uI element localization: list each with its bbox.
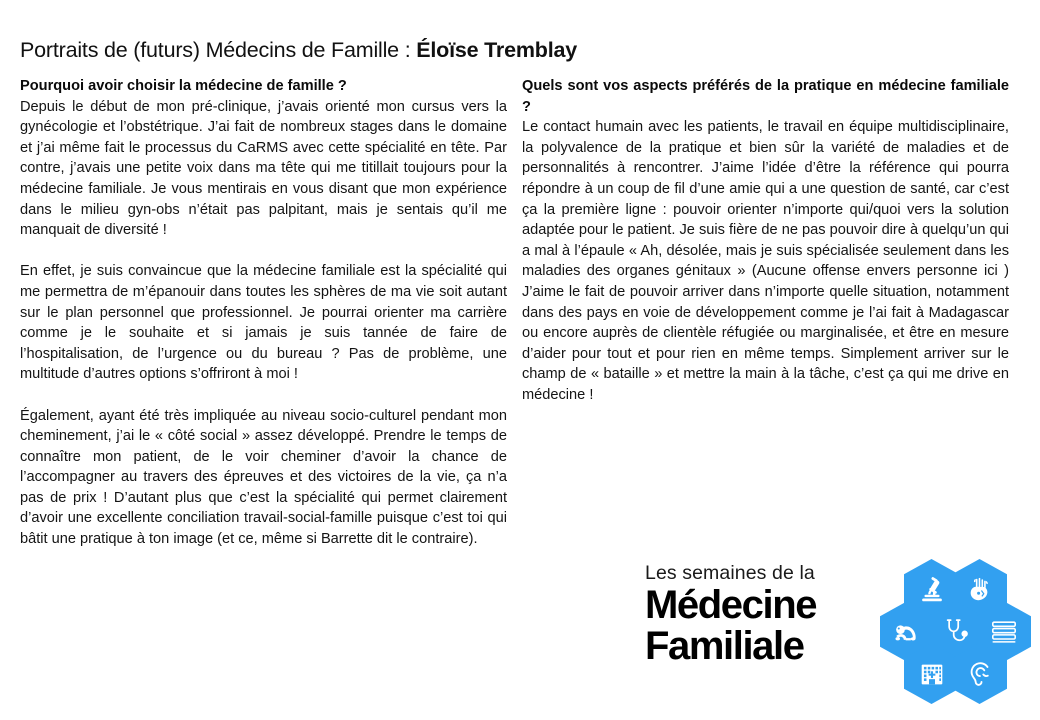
page-title: [20, 36, 577, 64]
logo-line-3: Familiale: [645, 624, 804, 668]
left-column-question-heading: Pourquoi avoir choisir la médecine de famille ?: [20, 78, 347, 94]
page-title-lead: Portraits de (futurs) Médecins de Famille :: [20, 38, 417, 63]
right-column-paragraph-1: Le contact humain avec les patients, le travail en équipe multidisciplinaire, la polyvalence de la pratique et bien sûr la variété de maladies et de personnalités à rencontrer. J’aime l’idée d’être la référence qui pourra répondre à un coup de fil d’une amie qui a une question de santé, car c’est ça la première ligne : pouvoir orienter n’importe qui/quoi vers la solution adaptée pour le patient. Je suis fière de ne pas pouvoir dire à quelqu’un qui a mal à l’épaule « Ah, désolée, mais je suis spécialisée seulement dans les maladies des organes génitaux » (Aucune offense envers personne ici ) J’aime le fait de pouvoir arriver dans n’importe quelle situation, notamment dans des pays en voie de développement comme je l’ai fait à Madagascar ou encore auprès de clientèle réfugiée ou marginalisée, et être en mesure d’aider pour tout et pour rien en même temps. Simplement arriver sur le champ de « bataille » et mettre la main à la tâche, c’est ça qui me drive en médecine !: [522, 119, 1009, 403]
left-column: [20, 76, 507, 550]
two-column-body: [20, 76, 1020, 550]
right-column-question-heading: Quels sont vos aspects préférés de la pratique en médecine familiale ?: [522, 78, 1009, 115]
logo-hexagon-cluster: [874, 558, 1020, 703]
logo-line-2: Médecine: [645, 583, 817, 627]
left-column-paragraph-1: Depuis le début de mon pré-clinique, j’avais orienté mon cursus vers la gynécologie et l’obstétrique. J’ai fait de nombreux stages dans le domaine et j’ai même fait le processus du CaRMS avec cette spécialité en tête. Par contre, j’avais une petite voix dans ma tête qui me titillait toujours pour la médecine familiale. Je vous mentirais en vous disant que mon expérience dans le milieu gyn-obs n’était pas palpitant, mais je sentais qu’il me manquait de diversité !: [20, 98, 507, 239]
page-title-person-name: Éloïse Tremblay: [416, 38, 577, 63]
logo: [645, 558, 1020, 708]
logo-wordmark: [645, 562, 885, 667]
left-column-paragraph-2: En effet, je suis convaincue que la médecine familiale est la spécialité qui me permettra de m’épanouir dans toutes les sphères de ma vie soit autant sur le plan personnel que professionnel. Je pourrai orienter ma carrière comme je le souhaite et si jamais je suis tannée de faire de l’hospitalisation, de l’urgence ou du bureau ? Pas de problème, une multitude d’autres options s’offriront à moi !: [20, 263, 507, 383]
right-column: [522, 76, 1009, 550]
logo-line-1: Les semaines de la: [645, 562, 815, 584]
left-column-paragraph-3: Également, ayant été très impliquée au niveau socio-culturel pendant mon cheminement, j’ai le « côté social » assez développé. Prendre le temps de connaître mon patient, de le voir cheminer d’avoir la chance de l’accompagner au travers des épreuves et des victoires de la vie, ça n’a pas de prix ! D’autant plus que c’est la spécialité qui permet clairement d’avoir une excellente conciliation travail-social-famille puisque c’est toi qui bâtit une pratique à ton image (et ce, même si Barrette dit le contraire).: [20, 407, 507, 548]
